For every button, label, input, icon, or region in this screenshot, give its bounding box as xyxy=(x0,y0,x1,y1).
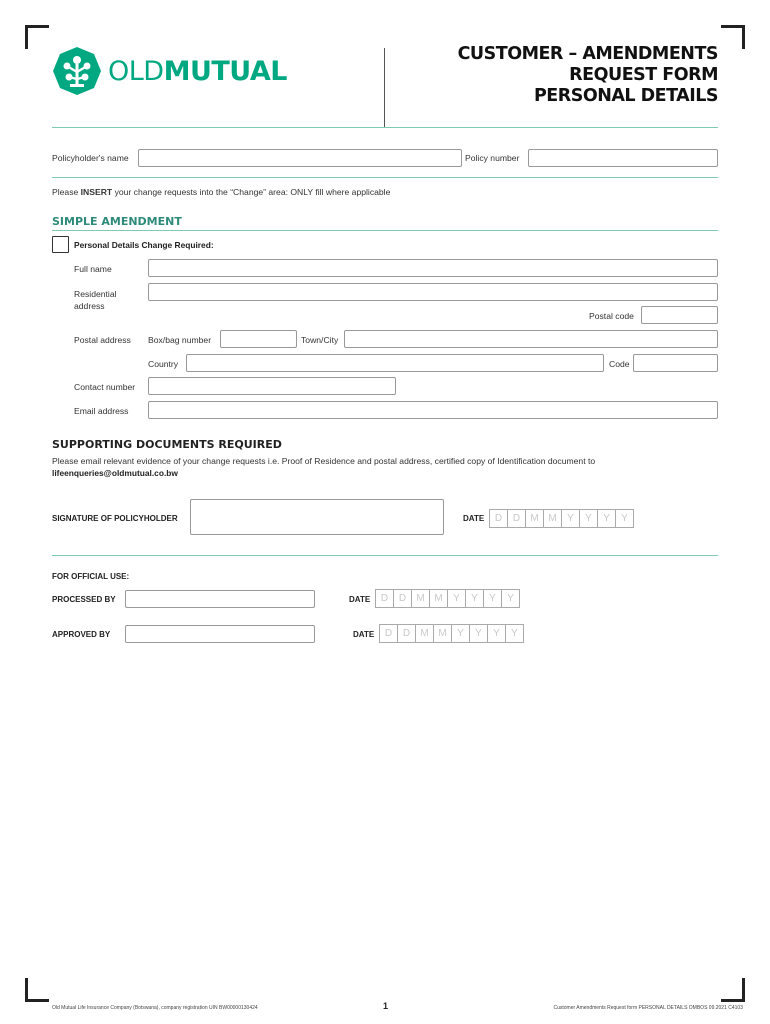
approved-date-field[interactable] xyxy=(380,624,524,643)
policy-number-field[interactable] xyxy=(528,149,718,167)
town-city-label: Town/City xyxy=(301,335,339,345)
instruction-bold: INSERT xyxy=(80,187,113,197)
date-digit[interactable]: M xyxy=(411,589,430,608)
box-bag-number-field[interactable] xyxy=(220,330,297,348)
postal-code-field[interactable] xyxy=(641,306,718,324)
processed-by-label: PROCESSED BY xyxy=(52,595,116,604)
page-title xyxy=(458,44,718,107)
signature-date-label: DATE xyxy=(463,514,485,523)
crop-mark-top-left xyxy=(25,25,49,49)
residential-address-label-line-1: Residential xyxy=(74,289,117,299)
header-rule xyxy=(52,127,718,128)
code-label: Code xyxy=(609,359,630,369)
code-field[interactable] xyxy=(633,354,718,372)
instruction-pre: Please xyxy=(52,187,81,197)
date-digit[interactable]: Y xyxy=(501,589,520,608)
country-label: Country xyxy=(148,359,179,369)
date-digit[interactable]: M xyxy=(525,509,544,528)
crop-mark-top-right xyxy=(721,25,745,49)
simple-amendment-rule xyxy=(52,230,718,231)
personal-details-change-checkbox[interactable] xyxy=(52,236,69,253)
date-digit[interactable]: M xyxy=(543,509,562,528)
postal-code-label: Postal code xyxy=(589,311,634,321)
date-digit[interactable]: D xyxy=(489,509,508,528)
page-number: 1 xyxy=(383,1001,389,1011)
official-use-heading: FOR OFFICIAL USE: xyxy=(52,572,130,581)
date-digit[interactable]: D xyxy=(379,624,398,643)
simple-amendment-heading: SIMPLE AMENDMENT xyxy=(52,215,182,228)
date-digit[interactable]: D xyxy=(375,589,394,608)
title-line-1: CUSTOMER – AMENDMENTS xyxy=(457,44,718,64)
brand-name-bold: MUTUAL xyxy=(163,56,287,87)
support-email-link[interactable]: lifeenqueries@oldmutual.co.bw xyxy=(52,468,178,478)
approved-by-label: APPROVED BY xyxy=(52,630,111,639)
full-name-field[interactable] xyxy=(148,259,718,277)
processed-date-label: DATE xyxy=(349,595,371,604)
date-digit[interactable]: D xyxy=(507,509,526,528)
instruction-text xyxy=(52,187,390,197)
crop-mark-bottom-right xyxy=(721,978,745,1002)
brand-wordmark xyxy=(108,56,287,87)
old-mutual-tree-icon xyxy=(52,46,102,96)
date-digit[interactable]: M xyxy=(415,624,434,643)
residential-address-label xyxy=(74,288,117,312)
approved-date-label: DATE xyxy=(353,630,375,639)
date-digit[interactable]: Y xyxy=(487,624,506,643)
full-name-label: Full name xyxy=(74,264,112,274)
date-digit[interactable]: Y xyxy=(447,589,466,608)
date-digit[interactable]: Y xyxy=(483,589,502,608)
policyholder-rule xyxy=(52,177,718,178)
email-address-field[interactable] xyxy=(148,401,718,419)
date-digit[interactable]: Y xyxy=(561,509,580,528)
signature-label: SIGNATURE OF POLICYHOLDER xyxy=(52,514,178,523)
date-digit[interactable]: M xyxy=(429,589,448,608)
supporting-documents-heading: SUPPORTING DOCUMENTS REQUIRED xyxy=(52,438,282,451)
date-digit[interactable]: Y xyxy=(615,509,634,528)
date-digit[interactable]: Y xyxy=(597,509,616,528)
processed-by-field[interactable] xyxy=(125,590,315,608)
contact-number-field[interactable] xyxy=(148,377,396,395)
footer-form-code: Customer Amendments Request form PERSONAL DETAILS OMBOS 09.2021 C4103 xyxy=(553,1005,743,1011)
header-divider xyxy=(384,48,385,128)
personal-details-change-label: Personal Details Change Required: xyxy=(74,240,214,250)
date-digit[interactable]: Y xyxy=(505,624,524,643)
policy-number-label: Policy number xyxy=(465,153,520,163)
approved-by-field[interactable] xyxy=(125,625,315,643)
date-digit[interactable]: Y xyxy=(579,509,598,528)
date-digit[interactable]: Y xyxy=(451,624,470,643)
residential-address-label-line-2: address xyxy=(74,301,105,311)
footer-company-info: Old Mutual Life Insurance Company (Botswana), company registration UIN BW00000130424 xyxy=(52,1005,258,1011)
date-digit[interactable]: Y xyxy=(465,589,484,608)
policyholder-name-field[interactable] xyxy=(138,149,462,167)
postal-address-label: Postal address xyxy=(74,335,131,345)
date-digit[interactable]: M xyxy=(433,624,452,643)
title-line-2: REQUEST FORM xyxy=(569,65,718,85)
date-digit[interactable]: D xyxy=(393,589,412,608)
email-address-label: Email address xyxy=(74,406,129,416)
signature-date-field[interactable] xyxy=(490,509,634,528)
country-field[interactable] xyxy=(186,354,604,372)
date-digit[interactable]: D xyxy=(397,624,416,643)
official-use-rule xyxy=(52,555,718,556)
crop-mark-bottom-left xyxy=(25,978,49,1002)
residential-address-field[interactable] xyxy=(148,283,718,301)
contact-number-label: Contact number xyxy=(74,382,136,392)
date-digit[interactable]: Y xyxy=(469,624,488,643)
supporting-documents-text: Please email relevant evidence of your change requests i.e. Proof of Residence and postal address, certified copy of Identification document to xyxy=(52,456,596,466)
brand-name-light: OLD xyxy=(108,56,164,87)
processed-date-field[interactable] xyxy=(376,589,520,608)
box-bag-number-label: Box/bag number xyxy=(148,335,212,345)
signature-field[interactable] xyxy=(190,499,444,535)
title-line-3: PERSONAL DETAILS xyxy=(533,86,718,106)
policyholder-name-label: Policyholder's name xyxy=(52,153,129,163)
town-city-field[interactable] xyxy=(344,330,718,348)
instruction-post: your change requests into the “Change” area: ONLY fill where applicable xyxy=(112,187,391,197)
